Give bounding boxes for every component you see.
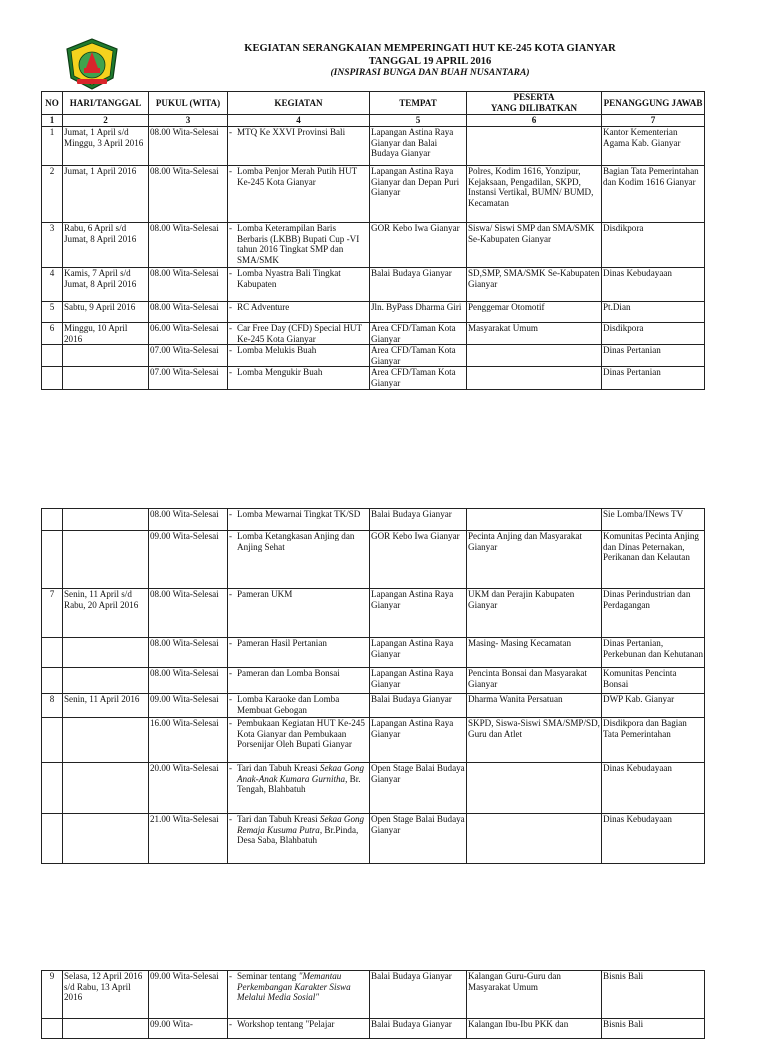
row-person-in-charge: Dinas Kebudayaan (602, 814, 705, 864)
row-venue: Balai Budaya Gianyar (370, 268, 467, 302)
column-header-peserta-line1: PESERTA (513, 92, 555, 103)
row-activity (228, 323, 370, 345)
row-time: 08.00 Wita-Selesai (149, 166, 228, 223)
row-number (42, 367, 63, 389)
row-venue: Lapangan Astina Raya Gianyar dan Balai Budaya Gianyar (370, 127, 467, 166)
row-venue: Area CFD/Taman Kota Gianyar (370, 367, 467, 389)
bullet-dash: - (229, 166, 233, 176)
activity-text (237, 971, 368, 1003)
table-row (42, 166, 705, 223)
row-time: 08.00 Wita-Selesai (149, 268, 228, 302)
row-participants: Pencinta Bonsai dan Masyarakat Gianyar (467, 668, 602, 694)
row-number: 7 (42, 589, 63, 638)
bullet-dash: - (229, 694, 233, 704)
row-activity (228, 345, 370, 367)
row-time: 09.00 Wita-Selesai (149, 971, 228, 1019)
column-header-peserta (467, 92, 602, 115)
row-day-date (63, 1019, 149, 1039)
document-title: KEGIATAN SERANGKAIAN MEMPERINGATI HUT KE-245 KOTA GIANYAR (244, 43, 616, 54)
row-time: 07.00 Wita-Selesai (149, 367, 228, 389)
row-day-date (63, 509, 149, 531)
row-venue: Open Stage Balai Budaya Gianyar (370, 814, 467, 864)
table-row (42, 223, 705, 268)
row-day-date (63, 718, 149, 763)
row-number (42, 345, 63, 367)
row-participants (467, 345, 602, 367)
row-participants: Siswa/ Siswi SMP dan SMA/SMK Se-Kabupaten Gianyar (467, 223, 602, 268)
row-activity (228, 166, 370, 223)
activity-text (237, 814, 368, 846)
row-day-date: Selasa, 12 April 2016 s/d Rabu, 13 April 2016 (63, 971, 149, 1019)
table-row (42, 323, 705, 345)
row-activity (228, 223, 370, 268)
activity-text: Lomba Ketangkasan Anjing dan Anjing Sehat (237, 531, 355, 552)
row-number: 9 (42, 971, 63, 1019)
row-time: 21.00 Wita-Selesai (149, 814, 228, 864)
row-person-in-charge: Komunitas Pecinta Anjing dan Dinas Peternakan, Perikanan dan Kelautan (602, 531, 705, 589)
row-day-date (63, 668, 149, 694)
bullet-dash: - (229, 763, 233, 773)
activity-text: Lomba Nyastra Bali Tingkat Kabupaten (237, 268, 341, 289)
bullet-dash: - (229, 638, 233, 648)
activity-text: Car Free Day (CFD) Special HUT Ke-245 Kota Gianyar (237, 323, 362, 344)
row-venue: Lapangan Astina Raya Gianyar dan Depan Puri Gianyar (370, 166, 467, 223)
row-participants: SD,SMP, SMA/SMK Se-Kabupaten Gianyar (467, 268, 602, 302)
activity-text: Pembukaan Kegiatan HUT Ke-245 Kota Gianyar dan Pembukaan Porsenijar Oleh Bupati Gianyar (237, 718, 365, 750)
table-row (42, 531, 705, 589)
bullet-dash: - (229, 971, 233, 981)
activity-text-part: Tari dan Tabuh Kreasi (237, 763, 320, 773)
row-time: 20.00 Wita-Selesai (149, 763, 228, 814)
column-header-no: NO (42, 92, 63, 115)
column-number: 5 (370, 115, 467, 127)
bullet-dash: - (229, 509, 233, 519)
bullet-dash: - (229, 814, 233, 824)
row-venue: Lapangan Astina Raya Gianyar (370, 668, 467, 694)
row-venue: GOR Kebo Iwa Gianyar (370, 223, 467, 268)
row-activity (228, 638, 370, 668)
row-venue: Area CFD/Taman Kota Gianyar (370, 345, 467, 367)
bullet-dash: - (229, 302, 233, 312)
row-participants (467, 127, 602, 166)
table-row (42, 814, 705, 864)
bullet-dash: - (229, 323, 233, 333)
column-header-penanggung-jawab: PENANGGUNG JAWAB (602, 92, 705, 115)
activity-text: Lomba Penjor Merah Putih HUT Ke-245 Kota Gianyar (237, 166, 358, 187)
row-activity (228, 509, 370, 531)
bullet-dash: - (229, 718, 233, 728)
activity-text: Lomba Keterampilan Baris Berbaris (LKBB) Bupati Cup -VI tahun 2016 Tingkat SMP dan SMA/SMK (237, 223, 360, 265)
row-day-date: Rabu, 6 April s/d Jumat, 8 April 2016 (63, 223, 149, 268)
table-row (42, 367, 705, 389)
column-header-kegiatan: KEGIATAN (228, 92, 370, 115)
row-number (42, 668, 63, 694)
column-header-pukul: PUKUL (WITA) (149, 92, 228, 115)
table-row (42, 763, 705, 814)
row-venue: GOR Kebo Iwa Gianyar (370, 531, 467, 589)
row-venue: Balai Budaya Gianyar (370, 971, 467, 1019)
row-person-in-charge: Dinas Pertanian (602, 367, 705, 389)
row-person-in-charge: Dinas Pertanian, Perkebunan dan Kehutanan (602, 638, 705, 668)
row-day-date (63, 367, 149, 389)
column-header-peserta-line2: YANG DILIBATKAN (490, 103, 578, 113)
activity-text: Pameran UKM (237, 589, 293, 599)
row-person-in-charge: Dinas Kebudayaan (602, 763, 705, 814)
table-row (42, 302, 705, 323)
column-number: 6 (467, 115, 602, 127)
row-participants: Masyarakat Umum (467, 323, 602, 345)
row-venue: Area CFD/Taman Kota Gianyar (370, 323, 467, 345)
row-number: 5 (42, 302, 63, 323)
column-header-tempat: TEMPAT (370, 92, 467, 115)
row-number: 3 (42, 223, 63, 268)
row-time: 08.00 Wita-Selesai (149, 302, 228, 323)
row-time: 09.00 Wita-Selesai (149, 694, 228, 718)
row-number: 6 (42, 323, 63, 345)
activity-text: Lomba Melukis Buah (237, 345, 317, 356)
row-number (42, 638, 63, 668)
row-day-date (63, 814, 149, 864)
column-number: 7 (602, 115, 705, 127)
row-person-in-charge: Bagian Tata Pemerintahan dan Kodim 1616 Gianyar (602, 166, 705, 223)
row-venue: Open Stage Balai Budaya Gianyar (370, 763, 467, 814)
row-activity (228, 531, 370, 589)
column-number: 4 (228, 115, 370, 127)
row-number (42, 814, 63, 864)
activity-text-part: , Br. Tengah, Blahbatuh (237, 773, 361, 795)
table-row (42, 127, 705, 166)
table-row (42, 1019, 705, 1039)
row-activity (228, 668, 370, 694)
row-activity (228, 367, 370, 389)
table-row (42, 694, 705, 718)
row-person-in-charge: Kantor Kementerian Agama Kab. Gianyar (602, 127, 705, 166)
bullet-dash: - (229, 268, 233, 278)
row-day-date: Jumat, 1 April 2016 (63, 166, 149, 223)
bullet-dash: - (229, 668, 233, 678)
table-row (42, 638, 705, 668)
row-time: 08.00 Wita-Selesai (149, 668, 228, 694)
gianyar-emblem-logo (64, 38, 120, 90)
row-participants: SKPD, Siswa-Siswi SMA/SMP/SD, Guru dan Atlet (467, 718, 602, 763)
row-participants (467, 814, 602, 864)
row-person-in-charge: Bisnis Bali (602, 971, 705, 1019)
row-activity (228, 718, 370, 763)
activity-text: Lomba Karaoke dan Lomba Membuat Gebogan (237, 694, 340, 715)
row-participants: UKM dan Perajin Kabupaten Gianyar (467, 589, 602, 638)
table-row (42, 345, 705, 367)
row-day-date: Senin, 11 April 2016 (63, 694, 149, 718)
row-day-date (63, 763, 149, 814)
activity-text: MTQ Ke XXVI Provinsi Bali (237, 127, 346, 137)
row-person-in-charge: Sie Lomba/INews TV (602, 509, 705, 531)
row-number: 8 (42, 694, 63, 718)
schedule-table-part-3 (41, 970, 705, 1039)
activity-text: Pameran Hasil Pertanian (237, 638, 327, 648)
row-time: 09.00 Wita-Selesai (149, 531, 228, 589)
row-day-date: Senin, 11 April s/d Rabu, 20 April 2016 (63, 589, 149, 638)
table-row (42, 589, 705, 638)
bullet-dash: - (229, 1019, 233, 1029)
activity-group-name: Sekaa Gong Remaja Kusuma Putra (237, 814, 365, 835)
row-participants: Pecinta Anjing dan Masyarakat Gianyar (467, 531, 602, 589)
activity-text-part: Seminar tentang (237, 971, 299, 981)
row-venue: Lapangan Astina Raya Gianyar (370, 638, 467, 668)
row-time: 06.00 Wita-Selesai (149, 323, 228, 345)
row-day-date (63, 638, 149, 668)
row-person-in-charge: Dinas Perindustrian dan Perdagangan (602, 589, 705, 638)
row-activity (228, 971, 370, 1019)
bullet-dash: - (229, 531, 233, 541)
document-theme: (INSPIRASI BUNGA DAN BUAH NUSANTARA) (330, 68, 530, 78)
row-number (42, 509, 63, 531)
activity-group-name: Sekaa Gong Anak-Anak Kumara Gurnitha (237, 763, 365, 784)
table-row (42, 268, 705, 302)
row-day-date (63, 531, 149, 589)
row-activity (228, 589, 370, 638)
row-time: 09.00 Wita- (149, 1019, 228, 1039)
row-day-date: Kamis, 7 April s/d Jumat, 8 April 2016 (63, 268, 149, 302)
row-person-in-charge: Pt.Dian (602, 302, 705, 323)
row-venue: Lapangan Astina Raya Gianyar (370, 718, 467, 763)
activity-text: Workshop tentang "Pelajar (237, 1019, 335, 1029)
column-number: 3 (149, 115, 228, 127)
row-person-in-charge: Komunitas Pencinta Bonsai (602, 668, 705, 694)
bullet-dash: - (229, 367, 233, 378)
row-time: 16.00 Wita-Selesai (149, 718, 228, 763)
row-participants (467, 763, 602, 814)
row-person-in-charge: Disdikpora dan Bagian Tata Pemerintahan (602, 718, 705, 763)
row-day-date: Minggu, 10 April 2016 (63, 323, 149, 345)
row-participants: Polres, Kodim 1616, Yonzipur, Kejaksaan, Pengadilan, SKPD, Instansi Vertikal, BUMN/ BUMD, Kecamatan (467, 166, 602, 223)
row-participants: Kalangan Guru-Guru dan Masyarakat Umum (467, 971, 602, 1019)
row-activity (228, 268, 370, 302)
row-number: 1 (42, 127, 63, 166)
table-row (42, 718, 705, 763)
row-participants: Penggemar Otomotif (467, 302, 602, 323)
schedule-table-part-2 (41, 508, 705, 864)
row-number (42, 718, 63, 763)
row-time: 08.00 Wita-Selesai (149, 127, 228, 166)
row-number (42, 763, 63, 814)
row-time: 08.00 Wita-Selesai (149, 638, 228, 668)
table-row (42, 509, 705, 531)
activity-text: Lomba Mengukir Buah (237, 367, 323, 378)
activity-text-part: Tari dan Tabuh Kreasi (237, 814, 320, 824)
row-person-in-charge: Disdikpora (602, 223, 705, 268)
activity-text: Pameran dan Lomba Bonsai (237, 668, 340, 678)
row-person-in-charge: Bisnis Bali (602, 1019, 705, 1039)
bullet-dash: - (229, 589, 233, 599)
column-number: 2 (63, 115, 149, 127)
bullet-dash: - (229, 127, 233, 137)
row-time: 08.00 Wita-Selesai (149, 223, 228, 268)
table-row (42, 971, 705, 1019)
row-activity (228, 694, 370, 718)
row-person-in-charge: Dinas Pertanian (602, 345, 705, 367)
row-activity (228, 127, 370, 166)
row-participants: Kalangan Ibu-Ibu PKK dan (467, 1019, 602, 1039)
activity-group-name: "Memantau Perkembangan Karakter Siswa Melalui Media Sosial" (237, 971, 351, 1003)
row-number (42, 1019, 63, 1039)
row-venue: Balai Budaya Gianyar (370, 694, 467, 718)
row-person-in-charge: Disdikpora (602, 323, 705, 345)
row-day-date (63, 345, 149, 367)
row-time: 08.00 Wita-Selesai (149, 509, 228, 531)
row-activity (228, 763, 370, 814)
row-activity (228, 1019, 370, 1039)
schedule-table-part-1 (41, 91, 705, 390)
row-number (42, 531, 63, 589)
row-venue: Balai Budaya Gianyar (370, 509, 467, 531)
row-participants (467, 509, 602, 531)
row-number: 4 (42, 268, 63, 302)
row-time: 08.00 Wita-Selesai (149, 589, 228, 638)
bullet-dash: - (229, 345, 233, 356)
row-venue: Lapangan Astina Raya Gianyar (370, 589, 467, 638)
column-header-hari-tanggal: HARI/TANGGAL (63, 92, 149, 115)
activity-text (237, 763, 368, 795)
row-venue: Jln. ByPass Dharma Giri (370, 302, 467, 323)
row-number: 2 (42, 166, 63, 223)
row-time: 07.00 Wita-Selesai (149, 345, 228, 367)
activity-text-part: , Br.Pinda, Desa Saba, Blahbatuh (237, 824, 359, 846)
column-number: 1 (42, 115, 63, 127)
row-participants: Dharma Wanita Persatuan (467, 694, 602, 718)
row-day-date: Sabtu, 9 April 2016 (63, 302, 149, 323)
table-row (42, 668, 705, 694)
row-person-in-charge: Dinas Kebudayaan (602, 268, 705, 302)
row-activity (228, 814, 370, 864)
activity-text: RC Adventure (237, 302, 290, 312)
row-activity (228, 302, 370, 323)
row-venue: Balai Budaya Gianyar (370, 1019, 467, 1039)
bullet-dash: - (229, 223, 233, 233)
row-participants (467, 367, 602, 389)
activity-text: Lomba Mewarnai Tingkat TK/SD (237, 509, 361, 519)
row-participants: Masing- Masing Kecamatan (467, 638, 602, 668)
row-day-date: Jumat, 1 April s/d Minggu, 3 April 2016 (63, 127, 149, 166)
document-date: TANGGAL 19 APRIL 2016 (368, 56, 492, 67)
row-person-in-charge: DWP Kab. Gianyar (602, 694, 705, 718)
